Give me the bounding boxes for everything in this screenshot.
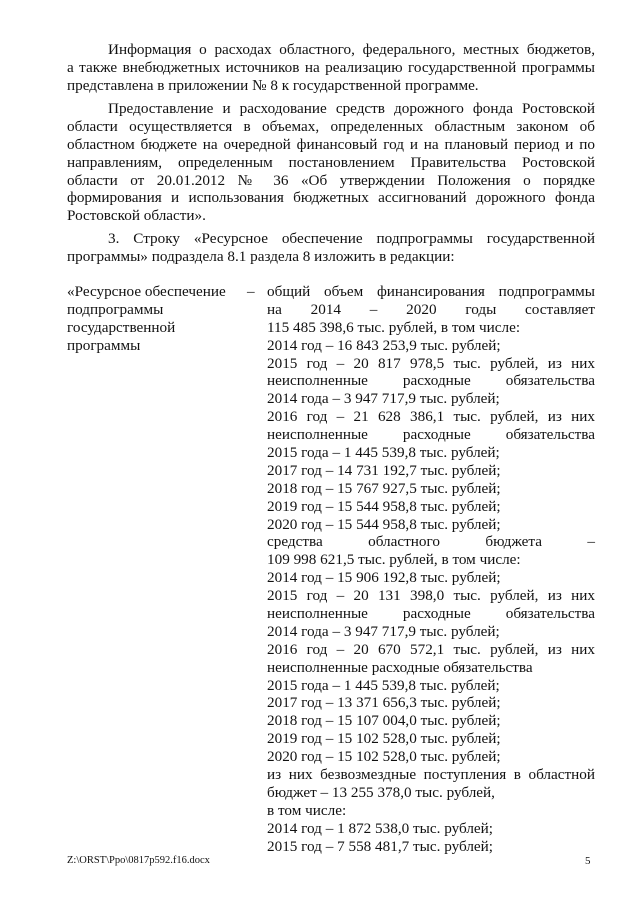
value-line: 2020 год – 15 102 528,0 тыс. рублей; xyxy=(267,748,501,766)
value-line: 2018 год – 15 767 927,5 тыс. рублей; xyxy=(267,479,501,497)
text-line: Предоставление и расходование средств дорожного фонда Ростовской xyxy=(108,100,595,117)
value-line: 2019 год – 15 544 958,8 тыс. рублей; xyxy=(267,497,501,515)
value-line: 2015 год – 20 131 398,0 тыс. рублей, из них xyxy=(267,587,595,605)
value-line: 2016 год – 21 628 386,1 тыс. рублей, из них xyxy=(267,408,595,426)
paragraph-expenses-info xyxy=(67,41,595,95)
value-line: 2017 год – 13 371 656,3 тыс. рублей; xyxy=(267,694,501,712)
value-line: 2015 года – 1 445 539,8 тыс. рублей; xyxy=(267,444,500,462)
text-line: формирования и использования бюджетных ассигнований дорожного фонда xyxy=(67,189,595,207)
file-path-footer: Z:\ORST\Ppo\0817p592.f16.docx xyxy=(67,855,210,866)
value-line: бюджет – 13 255 378,0 тыс. рублей, xyxy=(267,783,495,801)
value-line: 2015 год – 20 817 978,5 тыс. рублей, из них xyxy=(267,354,595,372)
value-line: неисполненные расходные обязательства xyxy=(267,658,533,676)
value-line: 2018 год – 15 107 004,0 тыс. рублей; xyxy=(267,712,501,730)
table-row-label xyxy=(67,283,247,355)
text-line: направлениям, определенным постановлением Правительства Ростовской xyxy=(67,153,595,171)
value-line: 2015 года – 1 445 539,8 тыс. рублей; xyxy=(267,676,500,694)
paragraph-road-fund xyxy=(67,100,595,225)
value-line: на 2014 – 2020 годы составляет xyxy=(267,300,595,318)
label-line: «Ресурсное обеспечение xyxy=(67,283,226,300)
value-line: 109 998 621,5 тыс. рублей, в том числе: xyxy=(267,551,521,569)
value-line: 2014 год – 1 872 538,0 тыс. рублей; xyxy=(267,819,494,837)
label-line: подпрограммы xyxy=(67,300,164,318)
value-line: неисполненные расходные обязательства xyxy=(267,426,595,444)
table-row-value xyxy=(267,283,595,856)
value-line: 2014 год – 15 906 192,8 тыс. рублей; xyxy=(267,569,501,587)
value-line: из них безвозмездные поступления в областной xyxy=(267,766,595,784)
value-line: неисполненные расходные обязательства xyxy=(267,372,595,390)
value-line: 2020 год – 15 544 958,8 тыс. рублей; xyxy=(267,515,501,533)
value-line: 2014 года – 3 947 717,9 тыс. рублей; xyxy=(267,390,500,408)
paragraph-amendment xyxy=(67,230,595,266)
text-line: Информация о расходах областного, федерального, местных бюджетов, xyxy=(108,41,595,58)
label-line: программы xyxy=(67,336,141,354)
label-line: государственной xyxy=(67,318,176,336)
value-line: 2016 год – 20 670 572,1 тыс. рублей, из них xyxy=(267,640,595,658)
text-line: области осуществляется в объемах, определенных областным законом об xyxy=(67,117,595,135)
text-line: программы» подраздела 8.1 раздела 8 изложить в редакции: xyxy=(67,247,455,265)
text-line: представлена в приложении № 8 к государственной программе. xyxy=(67,76,479,94)
value-line: 2019 год – 15 102 528,0 тыс. рублей; xyxy=(267,730,501,748)
value-line: 2014 год – 16 843 253,9 тыс. рублей; xyxy=(267,336,501,354)
value-line: 115 485 398,6 тыс. рублей, в том числе: xyxy=(267,318,521,336)
value-line: неисполненные расходные обязательства xyxy=(267,605,595,623)
text-line: областном бюджете на очередной финансовый год и на плановый период и по xyxy=(67,135,595,153)
value-line: 2017 год – 14 731 192,7 тыс. рублей; xyxy=(267,461,501,479)
text-line: области от 20.01.2012 № 36 «Об утверждении Положения о порядке xyxy=(67,171,595,189)
text-line: Ростовской области». xyxy=(67,207,206,225)
text-line: 3. Строку «Ресурсное обеспечение подпрограммы государственной xyxy=(108,230,595,247)
table-dash: – xyxy=(247,283,255,300)
value-line: средства областного бюджета – xyxy=(267,533,595,551)
page-number: 5 xyxy=(585,855,591,867)
value-line: 2014 года – 3 947 717,9 тыс. рублей; xyxy=(267,622,500,640)
value-line: в том числе: xyxy=(267,801,347,819)
text-line: а также внебюджетных источников на реализацию государственной программы xyxy=(67,58,595,76)
value-line: общий объем финансирования подпрограммы xyxy=(267,283,595,300)
value-line: 2015 год – 7 558 481,7 тыс. рублей; xyxy=(267,837,494,855)
